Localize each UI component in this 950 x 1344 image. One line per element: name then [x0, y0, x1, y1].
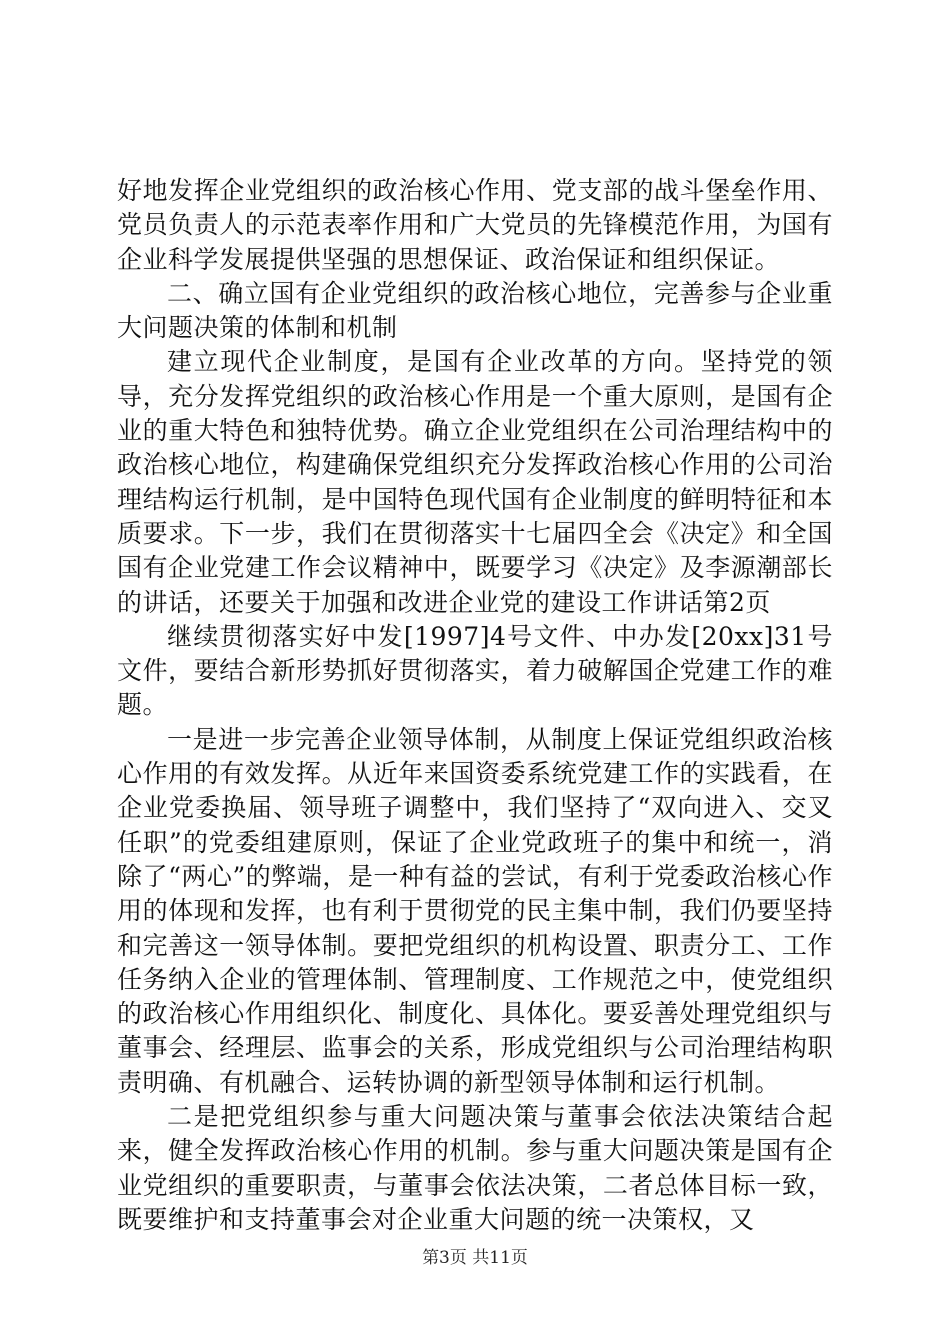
paragraph-5: 一是进一步完善企业领导体制，从制度上保证党组织政治核心作用的有效发挥。从近年来国资委系统党建工作的实践看，在企业党委换届、领导班子调整中，我们坚持了“双向进入、交叉任职”的党委组建原则，保证了企业党政班子的集中和统一，消除了“两心”的弊端，是一种有益的尝试，有利于党委政治核心作用的体现和发挥，也有利于贯彻党的民主集中制，我们仍要坚持和完善这一领导体制。要把党组织的机构设置、职责分工、工作任务纳入企业的管理体制、管理制度、工作规范之中，使党组织的政治核心作用组织化、制度化、具体化。要妥善处理党组织与董事会、经理层、监事会的关系，形成党组织与公司治理结构职责明确、有机融合、运转协调的新型领导体制和运行机制。 — [117, 724, 833, 1097]
paragraph-6: 二是把党组织参与重大问题决策与董事会依法决策结合起来，健全发挥政治核心作用的机制。参与重大问题决策是国有企业党组织的重要职责，与董事会依法决策，二者总体目标一致，既要维护和支持董事会对企业重大问题的统一决策权，又 — [117, 1102, 833, 1234]
paragraph-3: 建立现代企业制度，是国有企业改革的方向。坚持党的领导，充分发挥党组织的政治核心作用是一个重大原则，是国有企业的重大特色和独特优势。确立企业党组织在公司治理结构中的政治核心地位，构建确保党组织充分发挥政治核心作用的公司治理结构运行机制，是中国特色现代国有企业制度的鲜明特征和本质要求。下一步，我们在贯彻落实十七届四全会《决定》和全国国有企业党建工作会议精神中，既要学习《决定》及李源潮部长的讲话，还要关于加强和改进企业党的建设工作讲话第2页 — [117, 347, 833, 617]
section-heading-2: 二、确立国有企业党组织的政治核心地位，完善参与企业重大问题决策的体制和机制 — [117, 278, 833, 343]
paragraph-1: 好地发挥企业党组织的政治核心作用、党支部的战斗堡垒作用、党员负责人的示范表率作用和广大党员的先锋模范作用，为国有企业科学发展提供坚强的思想保证、政治保证和组织保证。 — [117, 176, 833, 274]
page-footer: 第3页 共11页 — [422, 1248, 528, 1268]
document-body — [117, 174, 833, 1237]
paragraph-4: 继续贯彻落实好中发[1997]4号文件、中办发[20xx]31号文件，要结合新形势抓好贯彻落实，着力破解国企党建工作的难题。 — [117, 621, 833, 720]
